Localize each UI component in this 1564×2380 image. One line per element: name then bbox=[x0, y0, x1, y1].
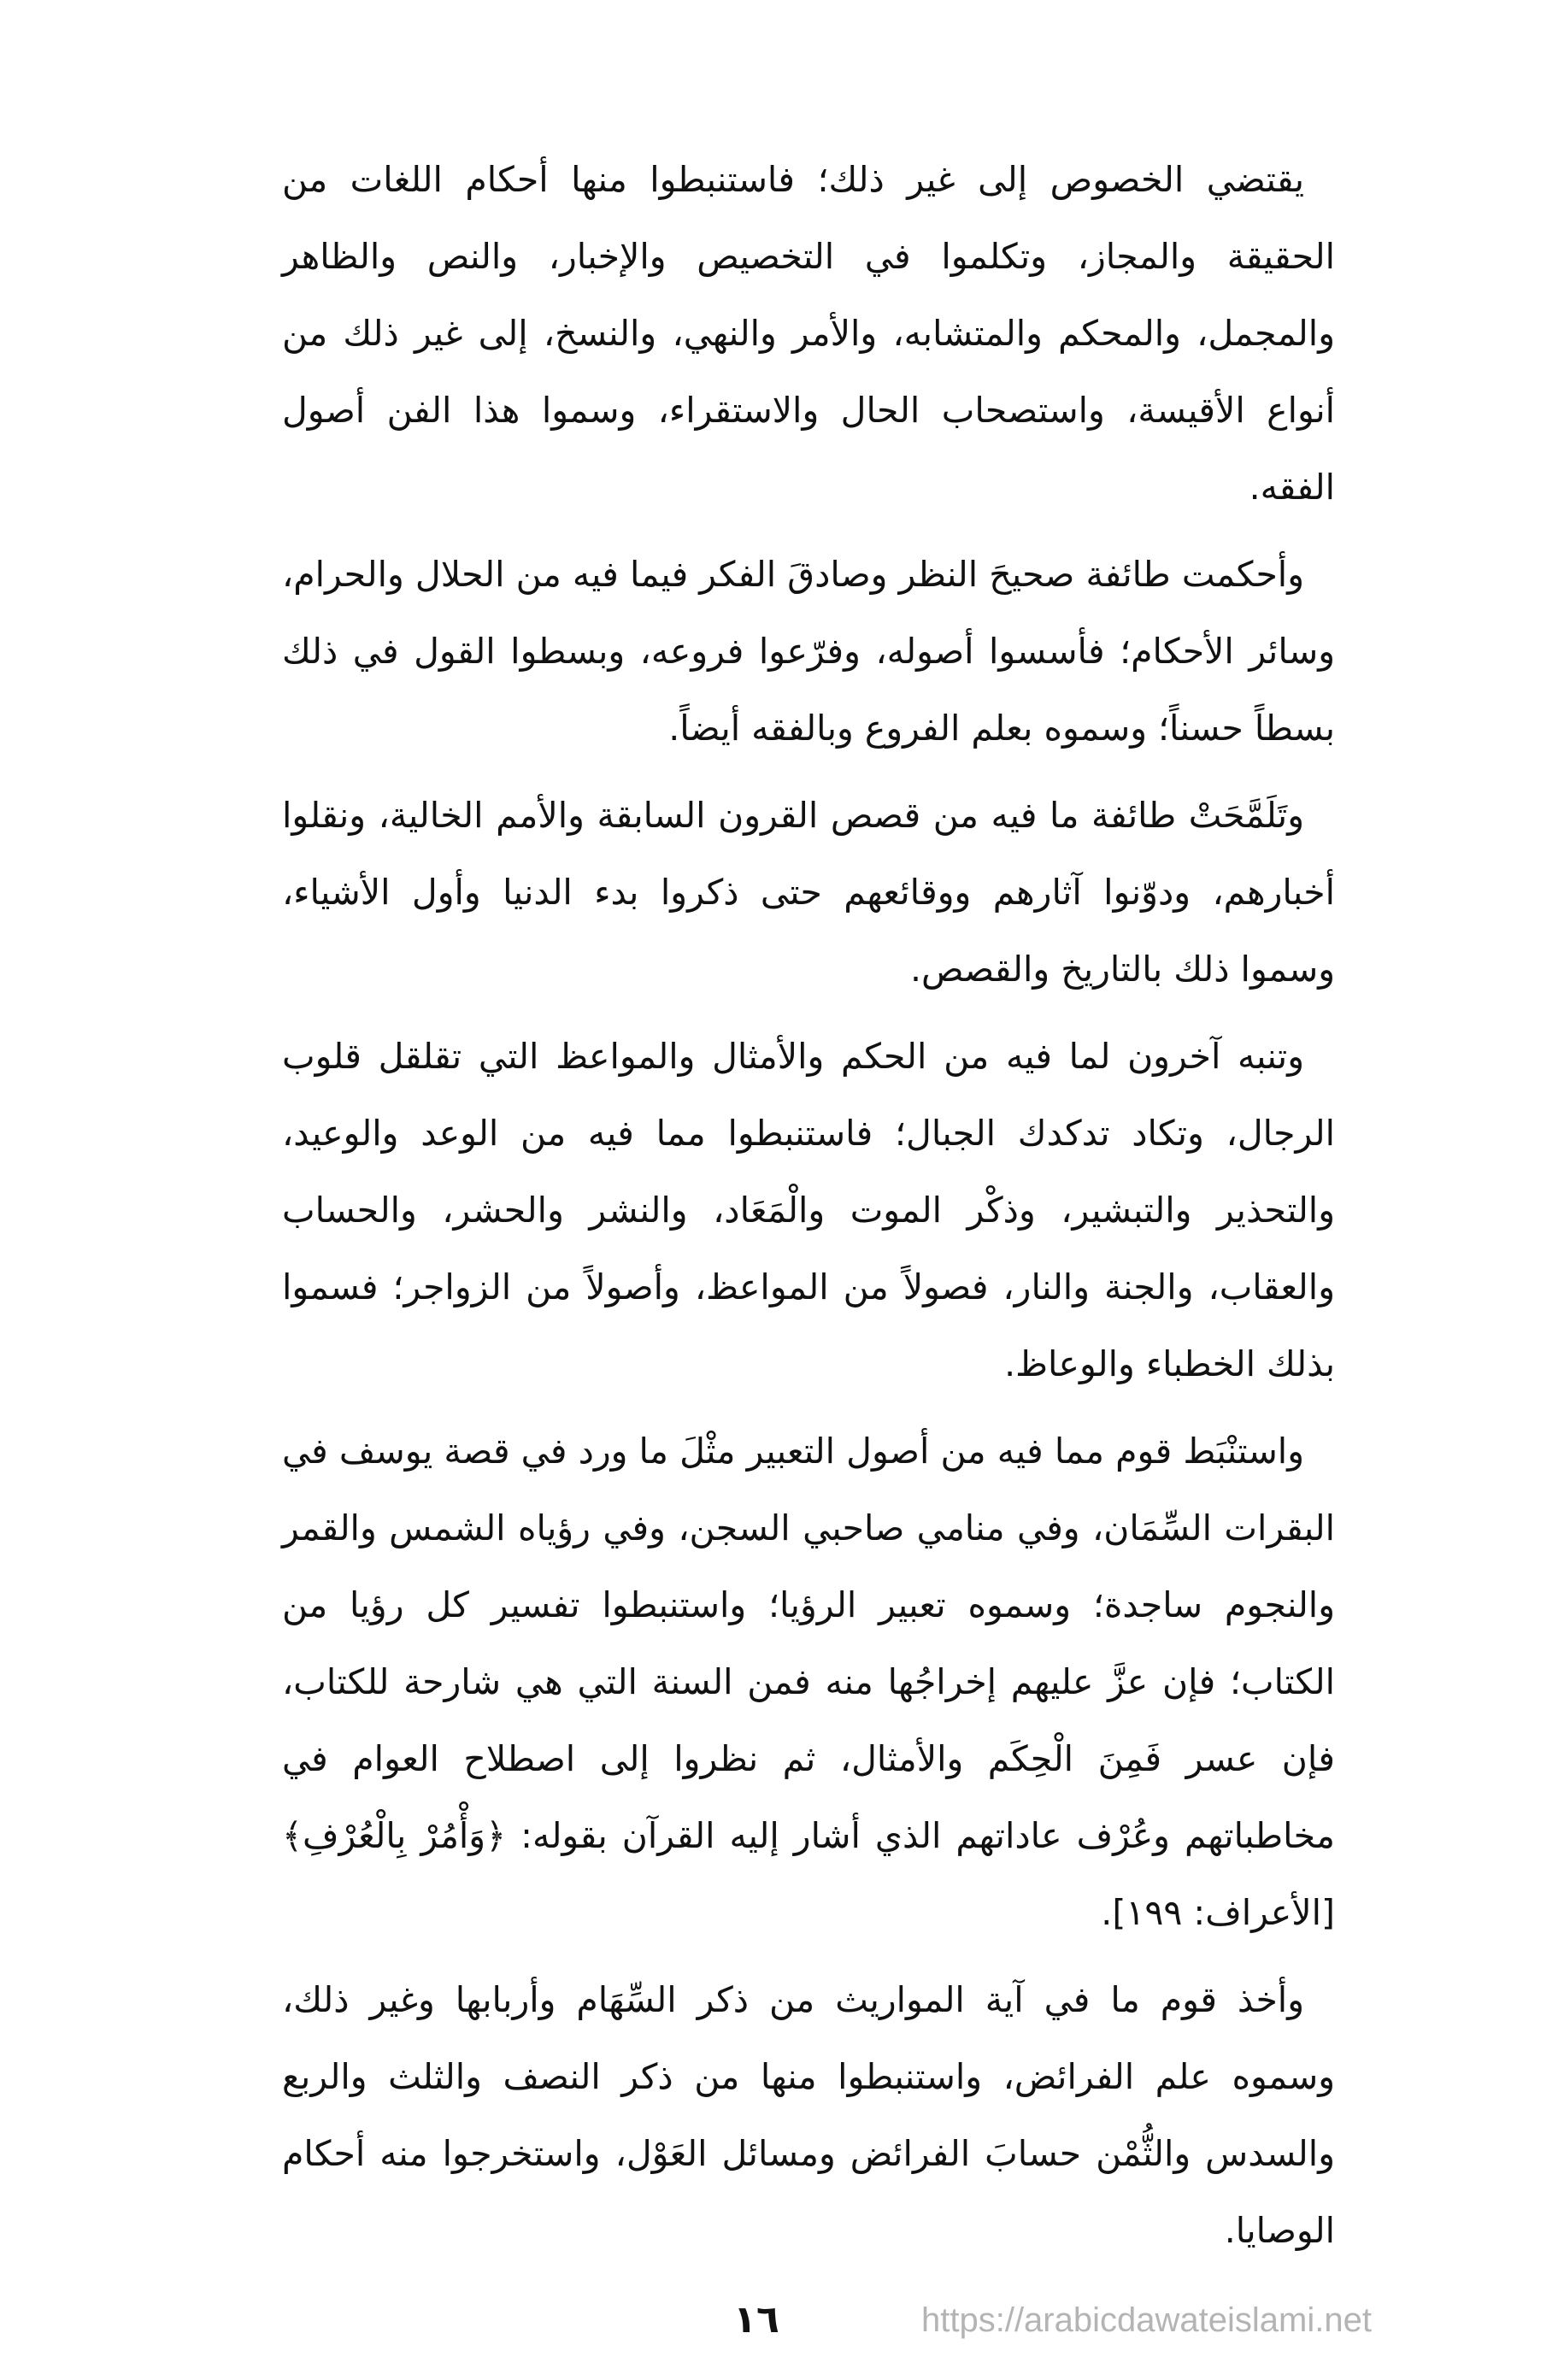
page-body bbox=[282, 0, 1335, 2269]
watermark-url: https://arabicdawateislami.net bbox=[921, 2301, 1372, 2339]
paragraph: وأحكمت طائفة صحيحَ النظر وصادقَ الفكر فيما فيه من الحلال والحرام، وسائر الأحكام؛ فأسسوا أصوله، وفرّعوا فروعه، وبسطوا القول في ذلك بسطاً حسناً؛ وسموه بعلم الفروع وبالفقه أيضاً. bbox=[282, 554, 1335, 749]
paragraph: وتنبه آخرون لما فيه من الحكم والأمثال والمواعظ التي تقلقل قلوب الرجال، وتكاد تدكدك الجبال؛ فاستنبطوا مما فيه من الوعد والوعيد، والتحذير والتبشير، وذكْر الموت والْمَعَاد، والنشر والحشر، والحساب والعقاب، والجنة والنار، فصولاً من المواعظ، وأصولاً من الزواجر؛ فسموا بذلك الخطباء والوعاظ. bbox=[282, 1036, 1335, 1384]
page-footer bbox=[0, 2286, 1564, 2380]
page-number: ١٦ bbox=[733, 2298, 779, 2342]
paragraph: وأخذ قوم ما في آية المواريث من ذكر السِّهَام وأربابها وغير ذلك، وسموه علم الفرائض، واستنبطوا منها من ذكر النصف والثلث والربع والسدس والثُّمْن حسابَ الفرائض ومسائل العَوْل، واستخرجوا منه أحكام الوصايا. bbox=[282, 1979, 1335, 2251]
paragraph: يقتضي الخصوص إلى غير ذلك؛ فاستنبطوا منها أحكام اللغات من الحقيقة والمجاز، وتكلموا في التخصيص والإخبار، والنص والظاهر والمجمل، والمحكم والمتشابه، والأمر والنهي، والنسخ، إلى غير ذلك من أنواع الأقيسة، واستصحاب الحال والاستقراء، وسموا هذا الفن أصول الفقه. bbox=[282, 159, 1335, 508]
paragraph: وتَلَمَّحَتْ طائفة ما فيه من قصص القرون السابقة والأمم الخالية، ونقلوا أخبارهم، ودوّنوا آثارهم ووقائعهم حتى ذكروا بدء الدنيا وأول الأشياء، وسموا ذلك بالتاريخ والقصص. bbox=[282, 795, 1335, 990]
paragraph: واستنْبَط قوم مما فيه من أصول التعبير مثْلَ ما ورد في قصة يوسف في البقرات السِّمَان، وفي منامي صاحبي السجن، وفي رؤياه الشمس والقمر والنجوم ساجدة؛ وسموه تعبير الرؤيا؛ واستنبطوا تفسير كل رؤيا من الكتاب؛ فإن عزَّ عليهم إخراجُها منه فمن السنة التي هي شارحة للكتاب، فإن عسر فَمِنَ الْحِكَم والأمثال، ثم نظروا إلى اصطلاح العوام في مخاطباتهم وعُرْف عاداتهم الذي أشار إليه القرآن بقوله: ﴿وَأْمُرْ بِالْعُرْفِ﴾ [الأعراف: ١٩٩]. bbox=[282, 1431, 1335, 1933]
